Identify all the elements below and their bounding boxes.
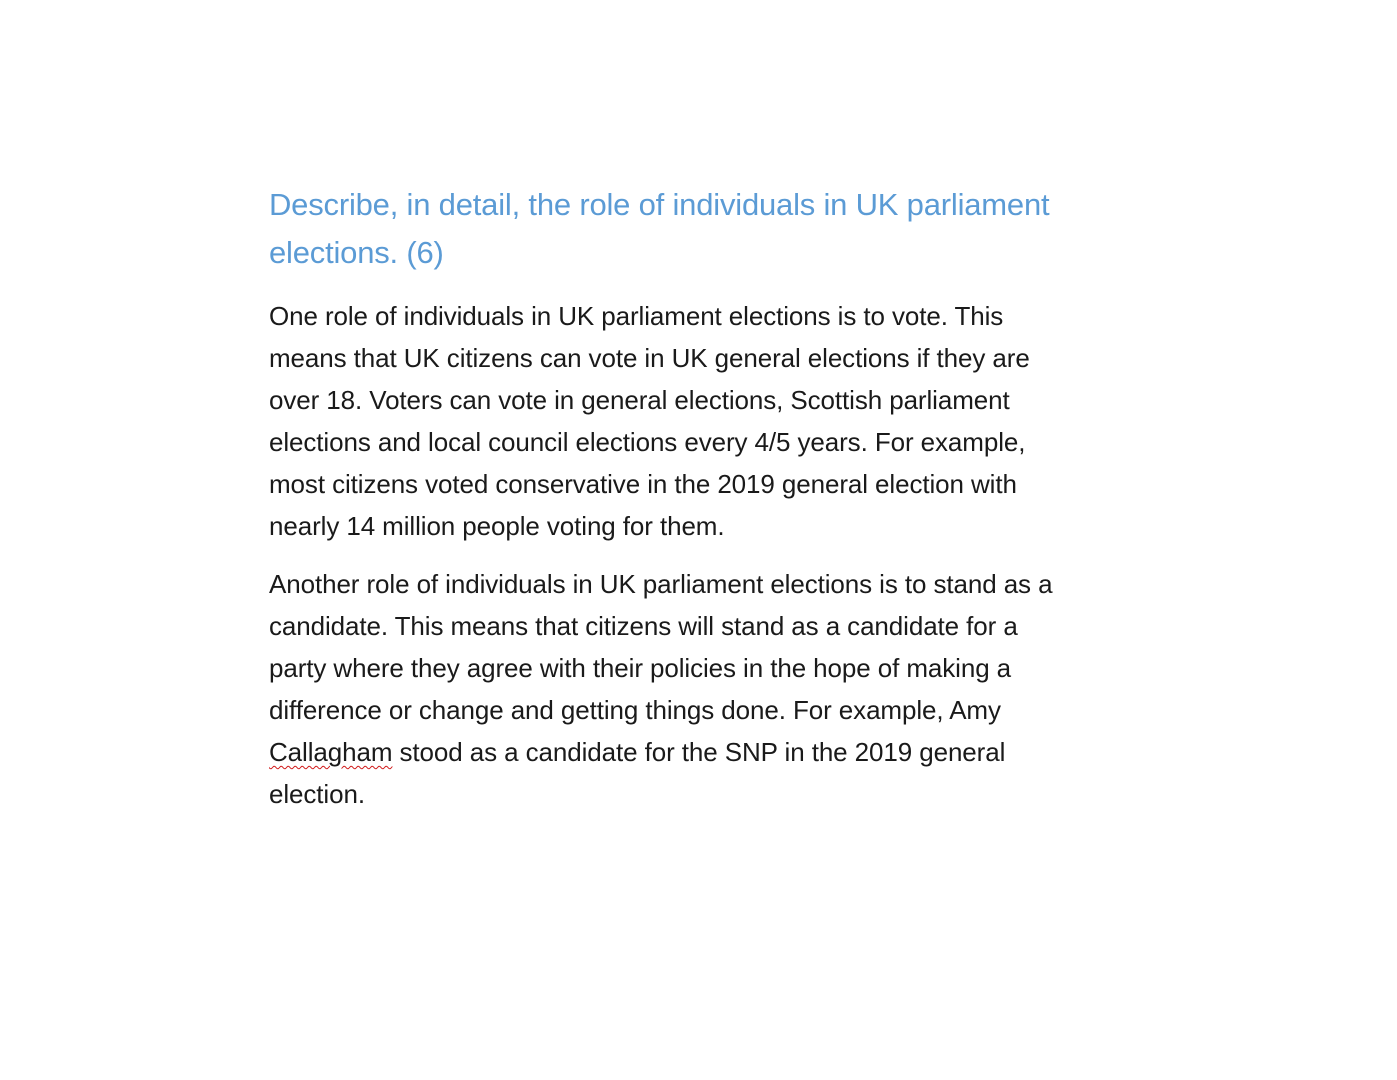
- text-line: One role of individuals in UK parliament elections is to vote. This: [269, 301, 1004, 331]
- text-line: election.: [269, 779, 365, 809]
- text-line: most citizens voted conservative in the 2019 general election with: [269, 469, 1017, 499]
- text-line: Another role of individuals in UK parliament elections is to stand as a: [269, 569, 1053, 599]
- text-line: difference or change and getting things done. For example, Amy: [269, 695, 1001, 725]
- text-line: over 18. Voters can vote in general elections, Scottish parliament: [269, 385, 1010, 415]
- answer-paragraph-candidate: [269, 563, 1169, 815]
- document-body: [269, 181, 1169, 831]
- text-line: elections and local council elections every 4/5 years. For example,: [269, 427, 1026, 457]
- text-line: [269, 731, 1169, 773]
- spellcheck-flagged-word[interactable]: Callagham: [269, 737, 393, 767]
- text-line: party where they agree with their policies in the hope of making a: [269, 653, 1012, 683]
- text-segment: stood as a candidate for the SNP in the 2019 general: [392, 737, 1006, 767]
- answer-paragraph-vote: [269, 295, 1169, 547]
- text-line: means that UK citizens can vote in UK general elections if they are: [269, 343, 1030, 373]
- heading-line: elections. (6): [269, 235, 444, 270]
- text-line: candidate. This means that citizens will stand as a candidate for a: [269, 611, 1018, 641]
- text-line: nearly 14 million people voting for them.: [269, 511, 725, 541]
- heading-line: Describe, in detail, the role of individuals in UK parliament: [269, 187, 1050, 222]
- question-heading: [269, 181, 1169, 277]
